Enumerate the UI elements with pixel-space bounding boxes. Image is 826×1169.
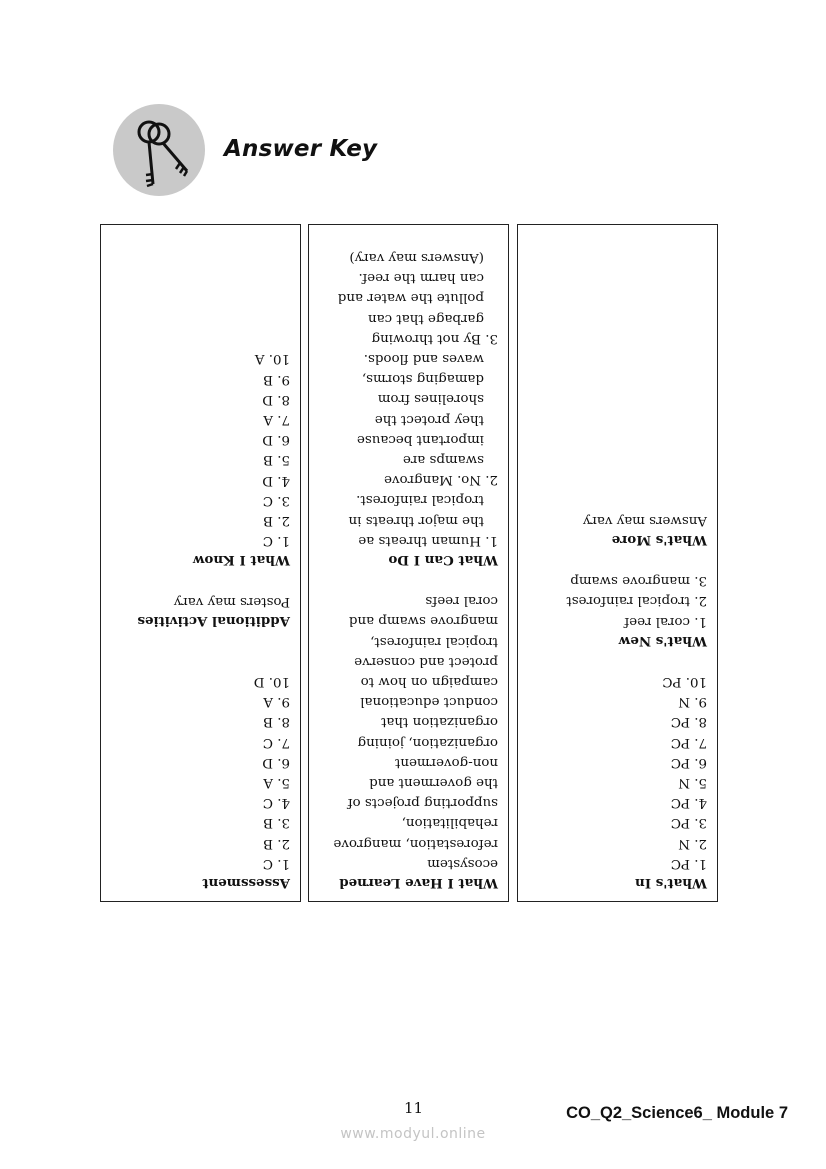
answer-line: the goverment and (369, 774, 498, 790)
answer-panel-left (100, 224, 301, 902)
answer-line: damaging storms, (361, 371, 484, 387)
section-title-what-i-know: What I Know (192, 552, 290, 569)
answer-item: 10. A (254, 351, 290, 367)
answer-item: 1. C (262, 855, 290, 871)
spacer (528, 651, 707, 671)
answer-item: 8. D (262, 391, 290, 407)
answer-item: 5. B (263, 452, 290, 468)
answer-item: 10. PC (662, 673, 707, 689)
answer-item: 9. B (263, 371, 290, 387)
answer-item: Answers may vary (582, 512, 707, 528)
keys-badge (113, 104, 205, 196)
answer-line: garbage that can (368, 310, 484, 326)
answer-line: reforestation, mangrove (333, 835, 498, 851)
answer-line: the major threats in (348, 512, 484, 528)
answer-item: 2. B (263, 512, 290, 528)
answer-item: 2. N (678, 835, 707, 851)
answer-line: swamps are (402, 451, 484, 467)
answer-item: 7. A (263, 411, 290, 427)
answer-item: 1. PC (670, 855, 707, 871)
answer-line: can harm the reef. (358, 270, 484, 286)
answer-line: mangrove swamp and (348, 613, 498, 629)
page-title: Answer Key (224, 136, 378, 162)
section-title-additional-activities: Additional Activities (137, 612, 290, 629)
answer-line: tropical rainforest, (370, 633, 498, 649)
answer-item: 4. PC (670, 795, 707, 811)
answer-line: shorelines from (377, 391, 484, 407)
answer-line: campaign on how to (360, 673, 498, 689)
answer-item: 1. C (262, 533, 290, 549)
spacer (528, 550, 707, 570)
section-title-what-can-i-do: What Can I Do (388, 551, 498, 568)
answer-item: 9. N (678, 694, 707, 710)
answer-panel-right (517, 224, 718, 902)
answer-item: 3. C (262, 492, 290, 508)
rotated-content (101, 225, 300, 901)
answer-item: 8. PC (670, 714, 707, 730)
answer-item: Posters may vary (173, 593, 290, 609)
answer-item: 1. coral reef (624, 613, 707, 629)
spacer (111, 631, 290, 651)
answer-item: 6. D (262, 754, 290, 770)
answer-item: 10. D (253, 673, 290, 689)
answer-line: protect and conserve (354, 653, 498, 669)
watermark: www.modyul.online (340, 1126, 486, 1142)
answer-line: rehabilitation, (401, 815, 498, 831)
page-number: 11 (404, 1099, 424, 1117)
section-title-whats-more: What's More (611, 531, 707, 548)
answer-item: 3. mangrove swamp (570, 573, 707, 589)
answer-line: coral reefs (425, 593, 498, 609)
answer-line: 1. Human threats ae (358, 532, 498, 548)
rotated-content (518, 225, 717, 901)
answer-line: organization, joining (357, 734, 498, 750)
answer-line: waves and floods. (363, 350, 484, 366)
answer-item: 5. A (263, 774, 290, 790)
answer-line: non-goverment (395, 754, 498, 770)
answer-item: 8. B (263, 714, 290, 730)
answer-item: 3. B (263, 815, 290, 831)
answer-line: tropical rainforest. (356, 492, 484, 508)
answer-item: 2. tropical rainforest (566, 593, 707, 609)
answer-line: (Answers may vary) (349, 249, 484, 265)
answer-item: 3. PC (670, 815, 707, 831)
section-title-assessment: Assessment (202, 875, 290, 891)
spacer (319, 570, 498, 590)
answer-item: 7. PC (670, 734, 707, 750)
section-title-whats-new: What's New (618, 632, 707, 649)
answer-line: important because (356, 431, 484, 447)
spacer (111, 570, 290, 590)
section-title-whats-in: What's In (635, 875, 707, 891)
module-code: CO_Q2_Science6_ Module 7 (566, 1104, 788, 1122)
answer-item: 6. PC (670, 754, 707, 770)
answer-item: 9. A (263, 694, 290, 710)
answer-line: ecosystem (427, 855, 498, 871)
answer-item: 2. B (263, 835, 290, 851)
rotated-content (309, 225, 508, 901)
answer-line: they protect the (374, 411, 484, 427)
answer-line: 2. No. Mangrove (384, 472, 498, 488)
answer-item: 4. C (262, 795, 290, 811)
answer-line: supporting projects of (347, 795, 498, 811)
section-title-what-i-have-learned: What I Have Learned (339, 875, 498, 891)
answer-item: 5. N (678, 774, 707, 790)
answer-line: 3. By not throwing (371, 330, 498, 346)
answer-item: 7. C (262, 734, 290, 750)
keys-icon (113, 104, 205, 196)
spacer (111, 651, 290, 671)
answer-item: 4. D (262, 472, 290, 488)
answer-line: pollute the water and (337, 290, 484, 306)
answer-panel-middle (308, 224, 509, 902)
answer-line: conduct educational (360, 694, 498, 710)
answer-line: organization that (381, 714, 498, 730)
answer-item: 6. D (262, 432, 290, 448)
